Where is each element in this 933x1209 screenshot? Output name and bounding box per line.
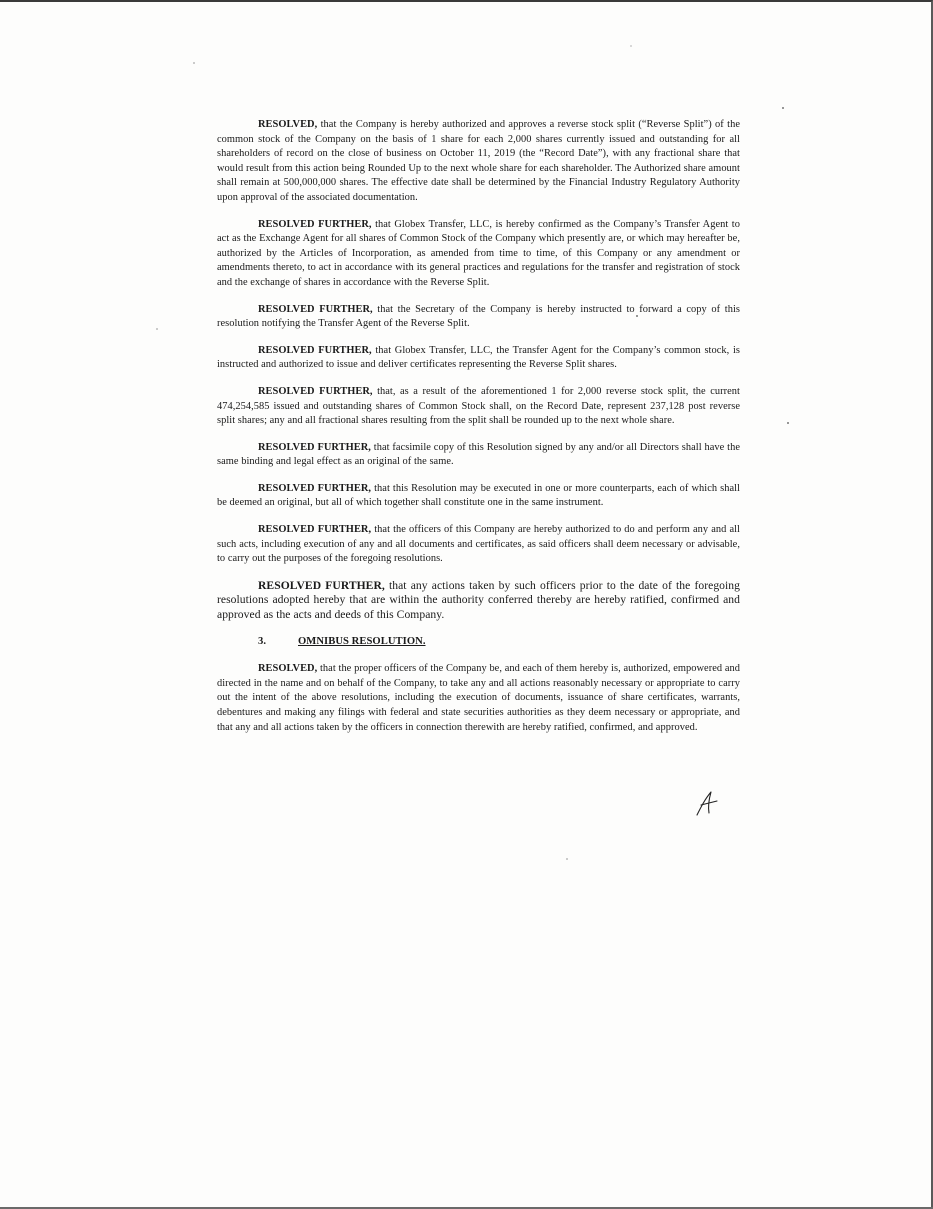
resolved-lead: RESOLVED FURTHER, bbox=[258, 482, 372, 494]
resolution-paragraph-4 bbox=[217, 344, 740, 373]
resolved-lead: RESOLVED FURTHER, bbox=[258, 578, 385, 592]
paragraph-text: that this Resolution may be executed in one or more counterparts, each of which shall be deemed an original, but all of which together shall constitute one in the same instrument. bbox=[217, 482, 740, 509]
resolved-lead: RESOLVED FURTHER, bbox=[258, 218, 372, 230]
paragraph-text: that, as a result of the aforementioned 1 for 2,000 reverse stock split, the current 474,254,585 issued and outstanding shares of Common Stock shall, on the Record Date, represent 237,128 post reverse split shares; any and all fractional shares resulting from the split shall be rounded up to the next whole share. bbox=[217, 385, 740, 427]
resolution-paragraph-2 bbox=[217, 218, 740, 291]
section-heading bbox=[258, 635, 740, 650]
scan-speck bbox=[782, 107, 784, 109]
resolved-lead: RESOLVED, bbox=[258, 119, 318, 130]
omnibus-paragraph bbox=[217, 662, 740, 735]
paragraph-text: that any actions taken by such officers prior to the date of the foregoing resolutions adopted hereby that are within the authority conferred thereby are hereby ratified, confirmed and approved as the acts and deeds of this Company. bbox=[217, 578, 740, 622]
section-number: 3. bbox=[258, 635, 267, 647]
scan-speck bbox=[193, 62, 195, 64]
paragraph-text: that Globex Transfer, LLC, the Transfer Agent for the Company’s common stock, is instructed and authorized to issue and deliver certificates representing the Reverse Split shares. bbox=[217, 344, 740, 371]
resolution-paragraph-5 bbox=[217, 385, 740, 429]
resolved-lead: RESOLVED FURTHER, bbox=[258, 303, 373, 315]
paragraph-text: that Globex Transfer, LLC, is hereby confirmed as the Company’s Transfer Agent to act as the Exchange Agent for all shares of Common Stock of the Company which presently are, or which may hereafter be, authorized by the Articles of Incorporation, as amended from time to time, of this Company or any amendment or amendments thereto, to act in accordance with its general practices and regulations for the transfer and registration of stock and the exchange of shares in accordance with the Reverse Split. bbox=[217, 218, 740, 288]
resolution-paragraph-7 bbox=[217, 482, 740, 511]
resolution-paragraph-6 bbox=[217, 441, 740, 470]
scan-speck bbox=[636, 315, 638, 317]
paragraph-text: that the Secretary of the Company is hereby instructed to forward a copy of this resolution notifying the Transfer Agent of the Reverse Split. bbox=[217, 303, 740, 330]
resolved-lead: RESOLVED FURTHER, bbox=[258, 385, 373, 397]
resolved-lead: RESOLVED FURTHER, bbox=[258, 441, 371, 453]
resolution-paragraph-9 bbox=[217, 579, 740, 623]
resolved-lead: RESOLVED, bbox=[258, 663, 318, 675]
section-title: OMNIBUS RESOLUTION. bbox=[298, 635, 426, 647]
resolution-paragraph-1 bbox=[217, 118, 740, 206]
scan-speck bbox=[156, 328, 158, 330]
handwritten-initials-mark bbox=[693, 789, 723, 817]
paragraph-text: that the officers of this Company are hereby authorized to do and perform any and all such acts, including execution of any and all documents and certificates, as said officers shall deem necessary or advisable, to carry out the purposes of the foregoing resolutions. bbox=[217, 524, 740, 565]
scan-speck bbox=[630, 45, 632, 47]
paragraph-text: that facsimile copy of this Resolution signed by any and/or all Directors shall have the same binding and legal effect as an original of the same. bbox=[217, 441, 740, 468]
resolved-lead: RESOLVED FURTHER, bbox=[258, 524, 372, 536]
resolved-lead: RESOLVED FURTHER, bbox=[258, 344, 372, 356]
resolution-body bbox=[217, 118, 740, 747]
resolution-paragraph-3 bbox=[217, 303, 740, 332]
scan-speck bbox=[566, 858, 568, 860]
resolution-paragraph-8 bbox=[217, 523, 740, 567]
scan-speck bbox=[787, 422, 789, 424]
paragraph-text: that the Company is hereby authorized and approves a reverse stock split (“Reverse Split”) of the common stock of the Company on the basis of 1 share for each 2,000 shares currently issued and outstanding for all shareholders of record on the close of business on October 11, 2019 (the “Record Date”), with any fractional share that would result from this action being Rounded Up to the next whole share for each shareholder. The Authorized share amount shall remain at 500,000,000 shares. The effective date shall be determined by the Financial Industry Regulatory Authority upon approval of the associated documentation. bbox=[217, 119, 740, 203]
paragraph-text: that the proper officers of the Company be, and each of them hereby is, authorized, empowered and directed in the name and on behalf of the Company, to take any and all actions reasonably necessary or appropriate to carry out the intent of the above resolutions, including the execution of documents, issuance of share certificates, warrants, debentures and making any filings with federal and state securities authorities as they deem necessary or appropriate, and that any and all actions taken by the officers in connection therewith are hereby ratified, confirmed, and approved. bbox=[217, 663, 740, 733]
